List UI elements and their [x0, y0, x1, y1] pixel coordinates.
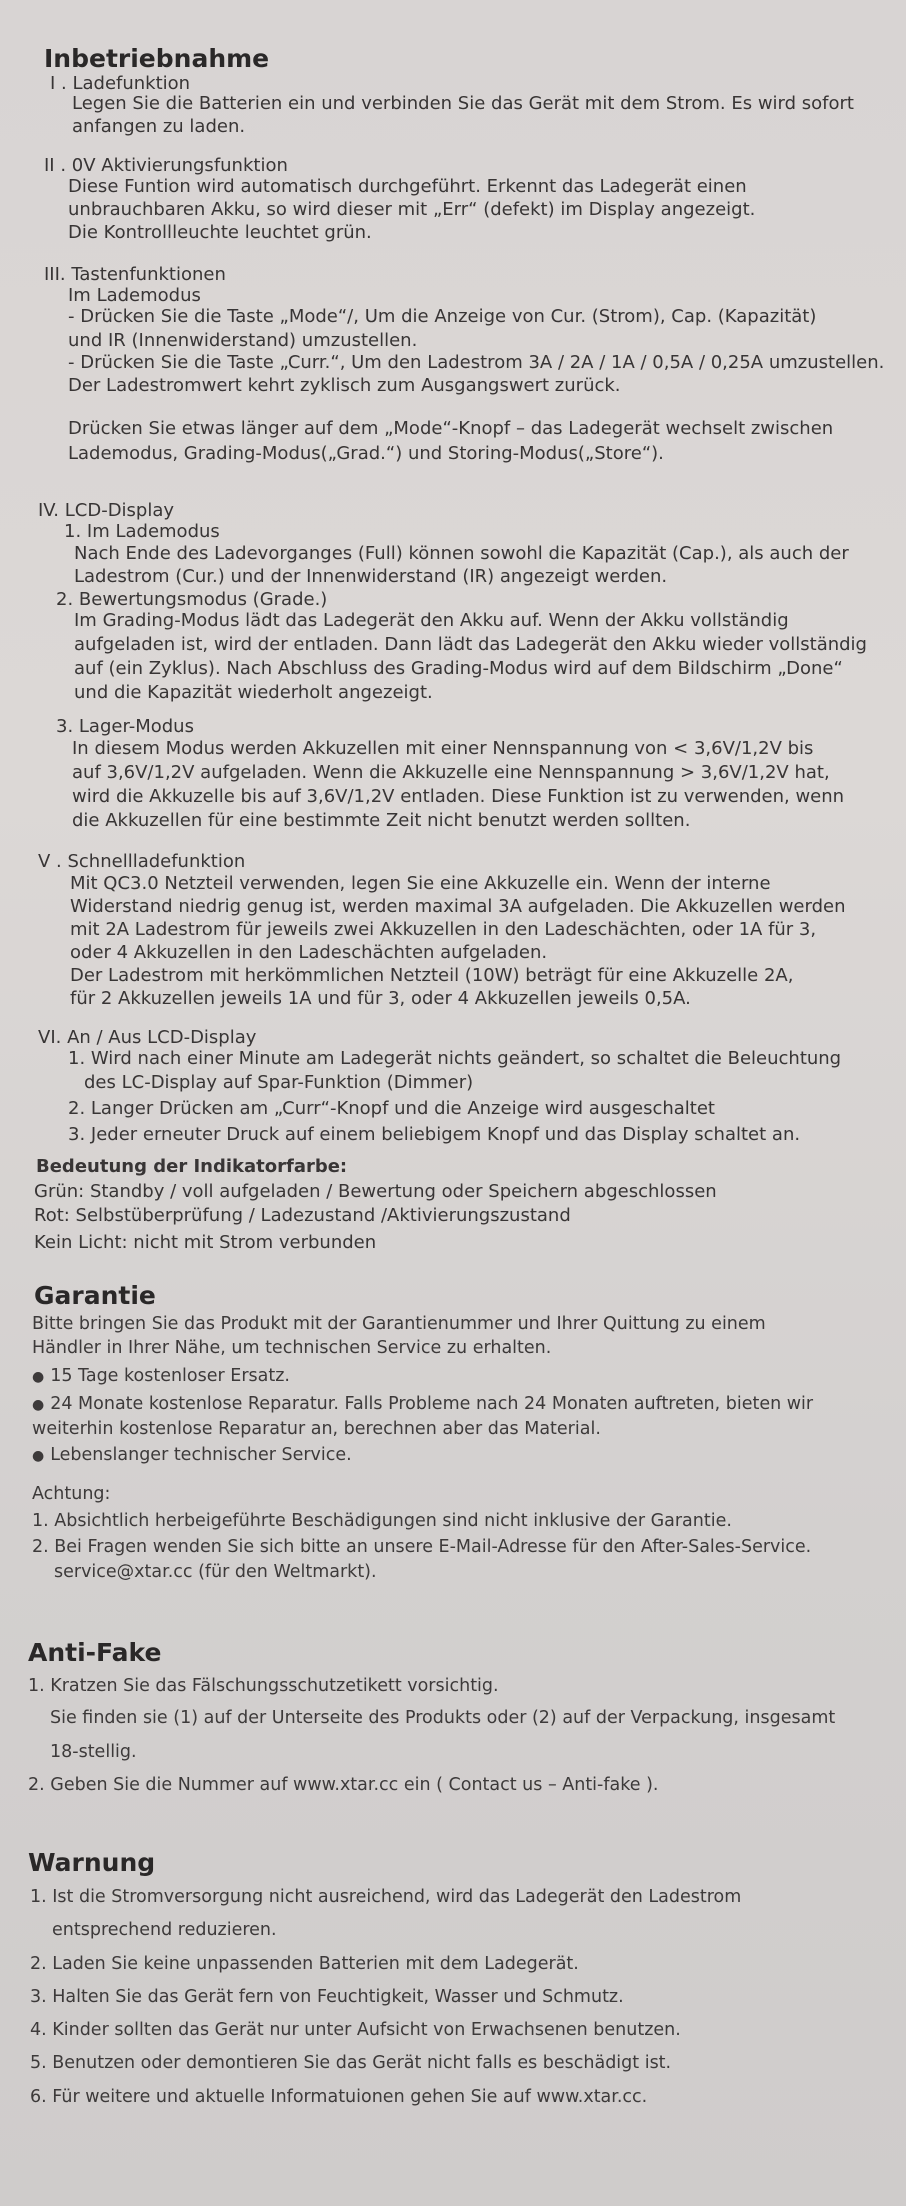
text-line: 2. Geben Sie die Nummer auf www.xtar.cc ein ( Contact us – Anti-fake ).	[28, 1775, 659, 1795]
text-line: Nach Ende des Ladevorganges (Full) können sowohl die Kapazität (Cap.), als auch der	[74, 543, 849, 564]
text-line: Sie finden sie (1) auf der Unterseite des Produkts oder (2) auf der Verpackung, insgesamt	[50, 1708, 836, 1728]
text-line: 3. Lager-Modus	[56, 716, 194, 737]
text-line: oder 4 Akkuzellen in den Ladeschächten aufgeladen.	[70, 942, 548, 963]
text-line: mit 2A Ladestrom für jeweils zwei Akkuzellen in den Ladeschächten, oder 1A für 3,	[70, 919, 817, 940]
text-line: - Drücken Sie die Taste „Mode“/, Um die Anzeige von Cur. (Strom), Cap. (Kapazität)	[68, 306, 817, 327]
text-line: Grün: Standby / voll aufgeladen / Bewertung oder Speichern abgeschlossen	[34, 1181, 717, 1202]
text-line: 2. Bei Fragen wenden Sie sich bitte an unsere E-Mail-Adresse für den After-Sales-Service.	[32, 1537, 812, 1557]
text-line: Im Lademodus	[68, 285, 201, 306]
text-line: 2. Laden Sie keine unpassenden Batterien mit dem Ladegerät.	[30, 1954, 579, 1974]
text-line: 1. Kratzen Sie das Fälschungsschutzetikett vorsichtig.	[28, 1676, 499, 1696]
text-line: Händler in Ihrer Nähe, um technischen Service zu erhalten.	[32, 1338, 552, 1358]
text-line: unbrauchbaren Akku, so wird dieser mit „Err“ (defekt) im Display angezeigt.	[68, 199, 756, 220]
text-line: die Akkuzellen für eine bestimmte Zeit nicht benutzt werden sollten.	[72, 810, 691, 831]
text-line: Mit QC3.0 Netzteil verwenden, legen Sie eine Akkuzelle ein. Wenn der interne	[70, 873, 771, 894]
text-line: 4. Kinder sollten das Gerät nur unter Aufsicht von Erwachsenen benutzen.	[30, 2020, 681, 2040]
text-line: 3. Jeder erneuter Druck auf einem beliebigem Knopf und das Display schaltet an.	[68, 1124, 801, 1145]
text-line: anfangen zu laden.	[72, 116, 246, 137]
text-line: Kein Licht: nicht mit Strom verbunden	[34, 1232, 377, 1253]
text-line: - Drücken Sie die Taste „Curr.“, Um den Ladestrom 3A / 2A / 1A / 0,5A / 0,25A umzustellen.	[68, 352, 885, 373]
text-line: Ladestrom (Cur.) und der Innenwiderstand (IR) angezeigt werden.	[74, 566, 668, 587]
section-title-warnung: Warnung	[28, 1848, 156, 1877]
text-line: 2. Langer Drücken am „Curr“-Knopf und die Anzeige wird ausgeschaltet	[68, 1098, 715, 1119]
text-line: Die Kontrollleuchte leuchtet grün.	[68, 222, 372, 243]
text-line: weiterhin kostenlose Reparatur an, berechnen aber das Material.	[32, 1419, 601, 1439]
section-title-garantie: Garantie	[34, 1281, 156, 1310]
text-line: Lademodus, Grading-Modus(„Grad.“) und Storing-Modus(„Store“).	[68, 443, 664, 464]
text-line: auf 3,6V/1,2V aufgeladen. Wenn die Akkuzelle eine Nennspannung > 3,6V/1,2V hat,	[72, 762, 830, 783]
indicator-heading: Bedeutung der Indikatorfarbe:	[36, 1156, 348, 1177]
section-title-antifake: Anti-Fake	[28, 1638, 162, 1667]
text-line: Widerstand niedrig genug ist, werden maximal 3A aufgeladen. Die Akkuzellen werden	[70, 896, 846, 917]
bullet-item: ● 24 Monate kostenlose Reparatur. Falls Probleme nach 24 Monaten auftreten, bieten wir	[32, 1394, 814, 1414]
text-line: service@xtar.cc (für den Weltmarkt).	[54, 1562, 377, 1582]
text-line: 18-stellig.	[50, 1742, 137, 1762]
text-line: 1. Im Lademodus	[64, 521, 220, 542]
subsection-lcd-an-aus: VI. An / Aus LCD-Display	[38, 1027, 257, 1048]
bullet-dot-icon: ●	[32, 1397, 45, 1413]
bullet-item: ● Lebenslanger technischer Service.	[32, 1445, 352, 1465]
section-title-inbetriebnahme: Inbetriebnahme	[44, 44, 270, 73]
text-line: und IR (Innenwiderstand) umzustellen.	[68, 330, 418, 351]
text-line: 1. Ist die Stromversorgung nicht ausreichend, wird das Ladegerät den Ladestrom	[30, 1887, 742, 1907]
text-line: Diese Funtion wird automatisch durchgeführt. Erkennt das Ladegerät einen	[68, 176, 747, 197]
text-line: 5. Benutzen oder demontieren Sie das Gerät nicht falls es beschädigt ist.	[30, 2053, 672, 2073]
subsection-aktivierung: II . 0V Aktivierungsfunktion	[44, 155, 288, 176]
text-line: 3. Halten Sie das Gerät fern von Feuchtigkeit, Wasser und Schmutz.	[30, 1987, 624, 2007]
bullet-item: ● 15 Tage kostenloser Ersatz.	[32, 1366, 290, 1386]
text-line: Der Ladestrom mit herkömmlichen Netzteil (10W) beträgt für eine Akkuzelle 2A,	[70, 965, 794, 986]
text-line: für 2 Akkuzellen jeweils 1A und für 3, oder 4 Akkuzellen jeweils 0,5A.	[70, 988, 691, 1009]
subsection-tastenfunktionen: III. Tastenfunktionen	[44, 264, 226, 285]
text-line: 1. Wird nach einer Minute am Ladegerät nichts geändert, so schaltet die Beleuchtung	[68, 1048, 842, 1069]
text-line: Der Ladestromwert kehrt zyklisch zum Ausgangswert zurück.	[68, 375, 621, 396]
bullet-dot-icon: ●	[32, 1369, 45, 1385]
subsection-lcd-display: IV. LCD-Display	[38, 500, 175, 521]
text-line: Legen Sie die Batterien ein und verbinden Sie das Gerät mit dem Strom. Es wird sofort	[72, 93, 854, 114]
text-line: wird die Akkuzelle bis auf 3,6V/1,2V entladen. Diese Funktion ist zu verwenden, wenn	[72, 786, 845, 807]
text-line: 6. Für weitere und aktuelle Informatuionen gehen Sie auf www.xtar.cc.	[30, 2087, 648, 2107]
text-line: Bitte bringen Sie das Produkt mit der Garantienummer und Ihrer Quittung zu einem	[32, 1314, 766, 1334]
text-line: 1. Absichtlich herbeigeführte Beschädigungen sind nicht inklusive der Garantie.	[32, 1511, 732, 1531]
text-line: Drücken Sie etwas länger auf dem „Mode“-Knopf – das Ladegerät wechselt zwischen	[68, 418, 834, 439]
text-line: In diesem Modus werden Akkuzellen mit einer Nennspannung von < 3,6V/1,2V bis	[72, 738, 814, 759]
text-line: entsprechend reduzieren.	[52, 1920, 277, 1940]
text-line: und die Kapazität wiederholt angezeigt.	[74, 682, 433, 703]
bullet-dot-icon: ●	[32, 1448, 45, 1464]
text-line: 2. Bewertungsmodus (Grade.)	[56, 589, 328, 610]
achtung-heading: Achtung:	[32, 1484, 111, 1504]
text-line: auf (ein Zyklus). Nach Abschluss des Grading-Modus wird auf dem Bildschirm „Done“	[74, 658, 843, 679]
text-line: Im Grading-Modus lädt das Ladegerät den Akku auf. Wenn der Akku vollständig	[74, 610, 789, 631]
text-line: Rot: Selbstüberprüfung / Ladezustand /Aktivierungszustand	[34, 1205, 571, 1226]
text-line: aufgeladen ist, wird der entladen. Dann lädt das Ladegerät den Akku wieder vollständig	[74, 634, 867, 655]
subsection-ladefunktion: I . Ladefunktion	[50, 73, 191, 94]
subsection-schnellladefunktion: V . Schnellladefunktion	[38, 851, 246, 872]
text-line: des LC-Display auf Spar-Funktion (Dimmer)	[84, 1072, 474, 1093]
